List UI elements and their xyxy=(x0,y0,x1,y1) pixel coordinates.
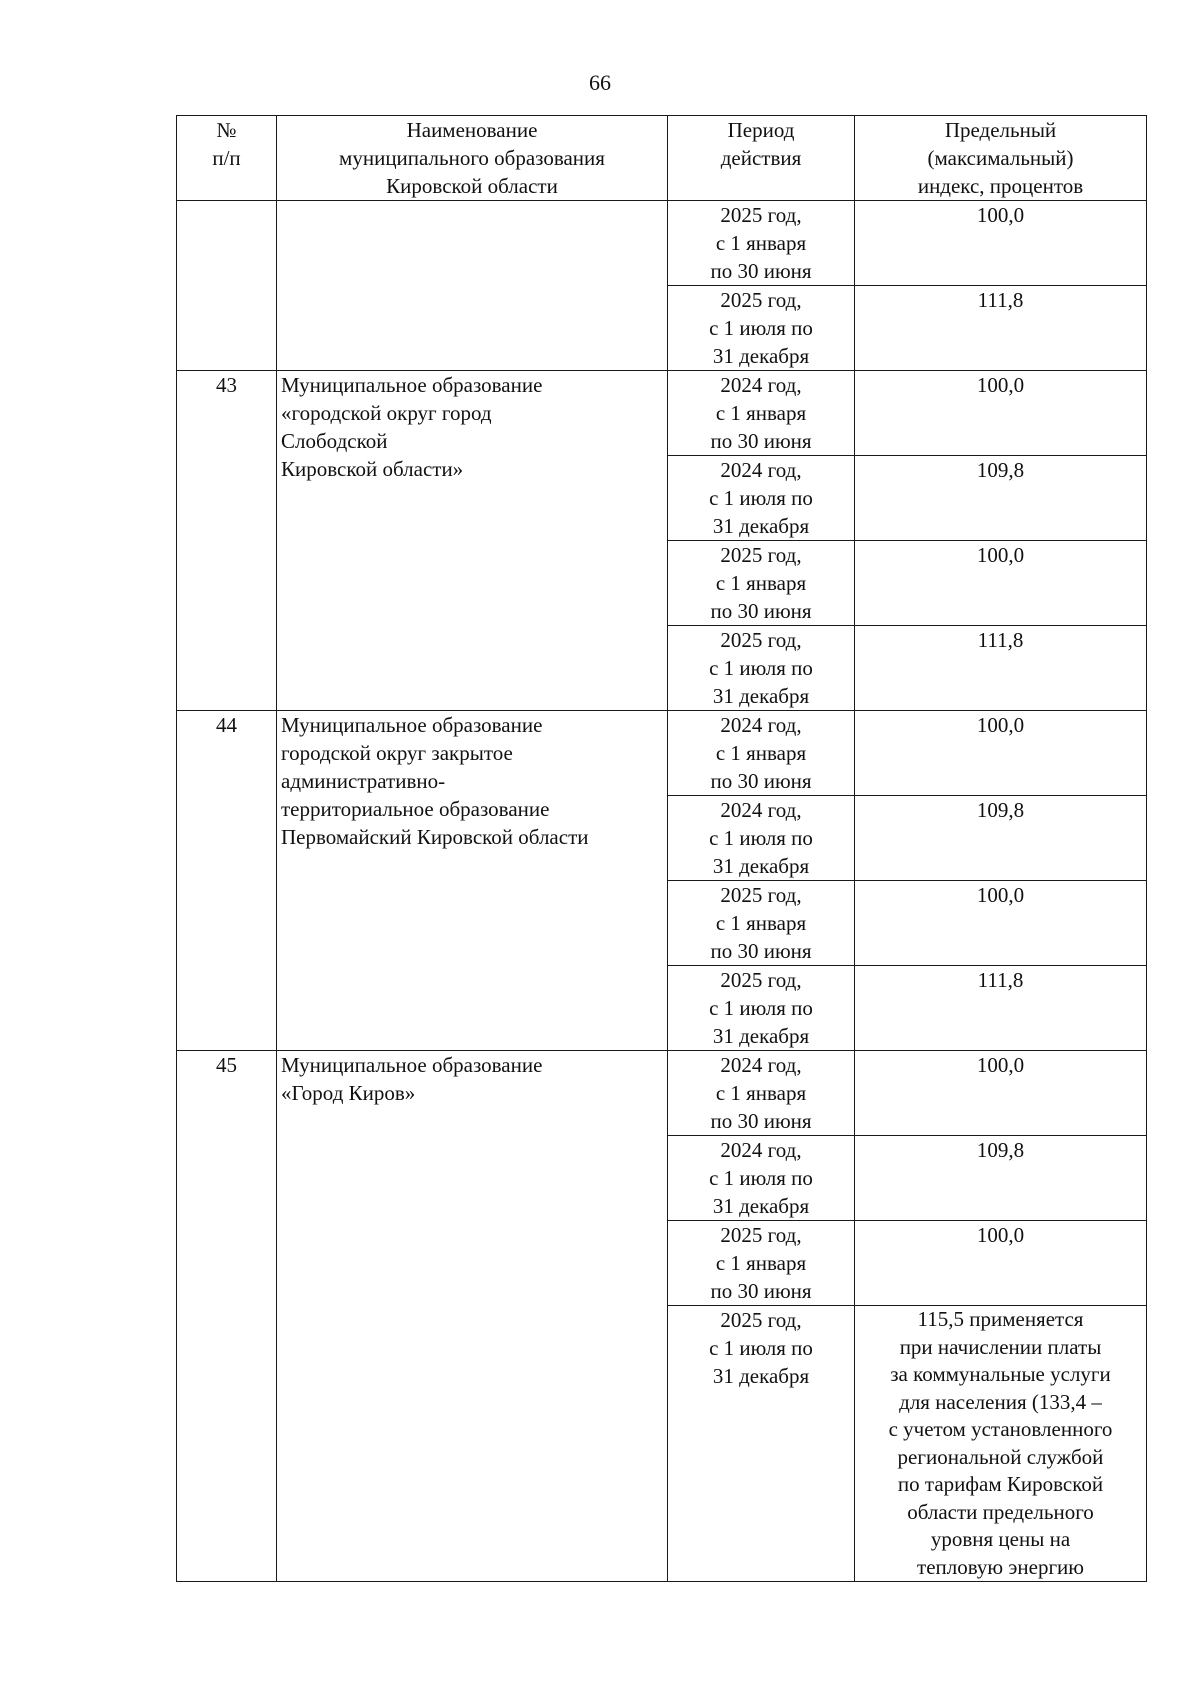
header-name: Наименование муниципального образования Кировской области xyxy=(277,116,668,201)
period-cell: 2024 год, с 1 января по 30 июня xyxy=(668,371,855,456)
page-number: 66 xyxy=(589,70,611,95)
index-cell: 100,0 xyxy=(855,541,1147,626)
period-cell: 2025 год, с 1 июля по 31 декабря xyxy=(668,626,855,711)
period-cell: 2025 год, с 1 января по 30 июня xyxy=(668,1221,855,1306)
period-cell: 2025 год, с 1 января по 30 июня xyxy=(668,541,855,626)
municipality-name xyxy=(277,201,668,371)
municipality-name: Муниципальное образование «городской округ город Слободской Кировской области» xyxy=(277,371,668,711)
index-cell: 111,8 xyxy=(855,966,1147,1051)
table-row xyxy=(177,1051,1147,1136)
index-cell: 100,0 xyxy=(855,711,1147,796)
row-number xyxy=(177,201,277,371)
index-cell: 100,0 xyxy=(855,201,1147,286)
row-number: 44 xyxy=(177,711,277,1051)
index-cell: 109,8 xyxy=(855,1136,1147,1221)
index-cell: 100,0 xyxy=(855,1221,1147,1306)
header-index: Предельный (максимальный) индекс, процентов xyxy=(855,116,1147,201)
table-row xyxy=(177,371,1147,456)
index-cell: 109,8 xyxy=(855,796,1147,881)
index-cell: 100,0 xyxy=(855,881,1147,966)
index-cell: 100,0 xyxy=(855,371,1147,456)
period-cell: 2025 год, с 1 июля по 31 декабря xyxy=(668,286,855,371)
municipality-name: Муниципальное образование «Город Киров» xyxy=(277,1051,668,1582)
period-cell: 2024 год, с 1 июля по 31 декабря xyxy=(668,456,855,541)
row-number: 43 xyxy=(177,371,277,711)
index-cell: 111,8 xyxy=(855,626,1147,711)
table-row xyxy=(177,201,1147,286)
municipal-index-table xyxy=(176,115,1147,1582)
row-number: 45 xyxy=(177,1051,277,1582)
table-row xyxy=(177,711,1147,796)
index-cell: 100,0 xyxy=(855,1051,1147,1136)
period-cell: 2025 год, с 1 июля по 31 декабря xyxy=(668,1306,855,1582)
table-header-row xyxy=(177,116,1147,201)
index-note-cell: 115,5 применяется при начислении платы за коммунальные услуги для населения (133,4 – с учетом установленного региональной службой по тарифам Кировской области предельного уровня цены на тепловую энергию xyxy=(855,1306,1147,1582)
period-cell: 2024 год, с 1 января по 30 июня xyxy=(668,1051,855,1136)
index-cell: 111,8 xyxy=(855,286,1147,371)
period-cell: 2024 год, с 1 января по 30 июня xyxy=(668,711,855,796)
header-period: Период действия xyxy=(668,116,855,201)
municipality-name: Муниципальное образование городской округ закрытое административно- территориальное образование Первомайский Кировской области xyxy=(277,711,668,1051)
period-cell: 2025 год, с 1 января по 30 июня xyxy=(668,881,855,966)
period-cell: 2025 год, с 1 января по 30 июня xyxy=(668,201,855,286)
period-cell: 2024 год, с 1 июля по 31 декабря xyxy=(668,1136,855,1221)
index-cell: 109,8 xyxy=(855,456,1147,541)
period-cell: 2025 год, с 1 июля по 31 декабря xyxy=(668,966,855,1051)
period-cell: 2024 год, с 1 июля по 31 декабря xyxy=(668,796,855,881)
header-num: № п/п xyxy=(177,116,277,201)
